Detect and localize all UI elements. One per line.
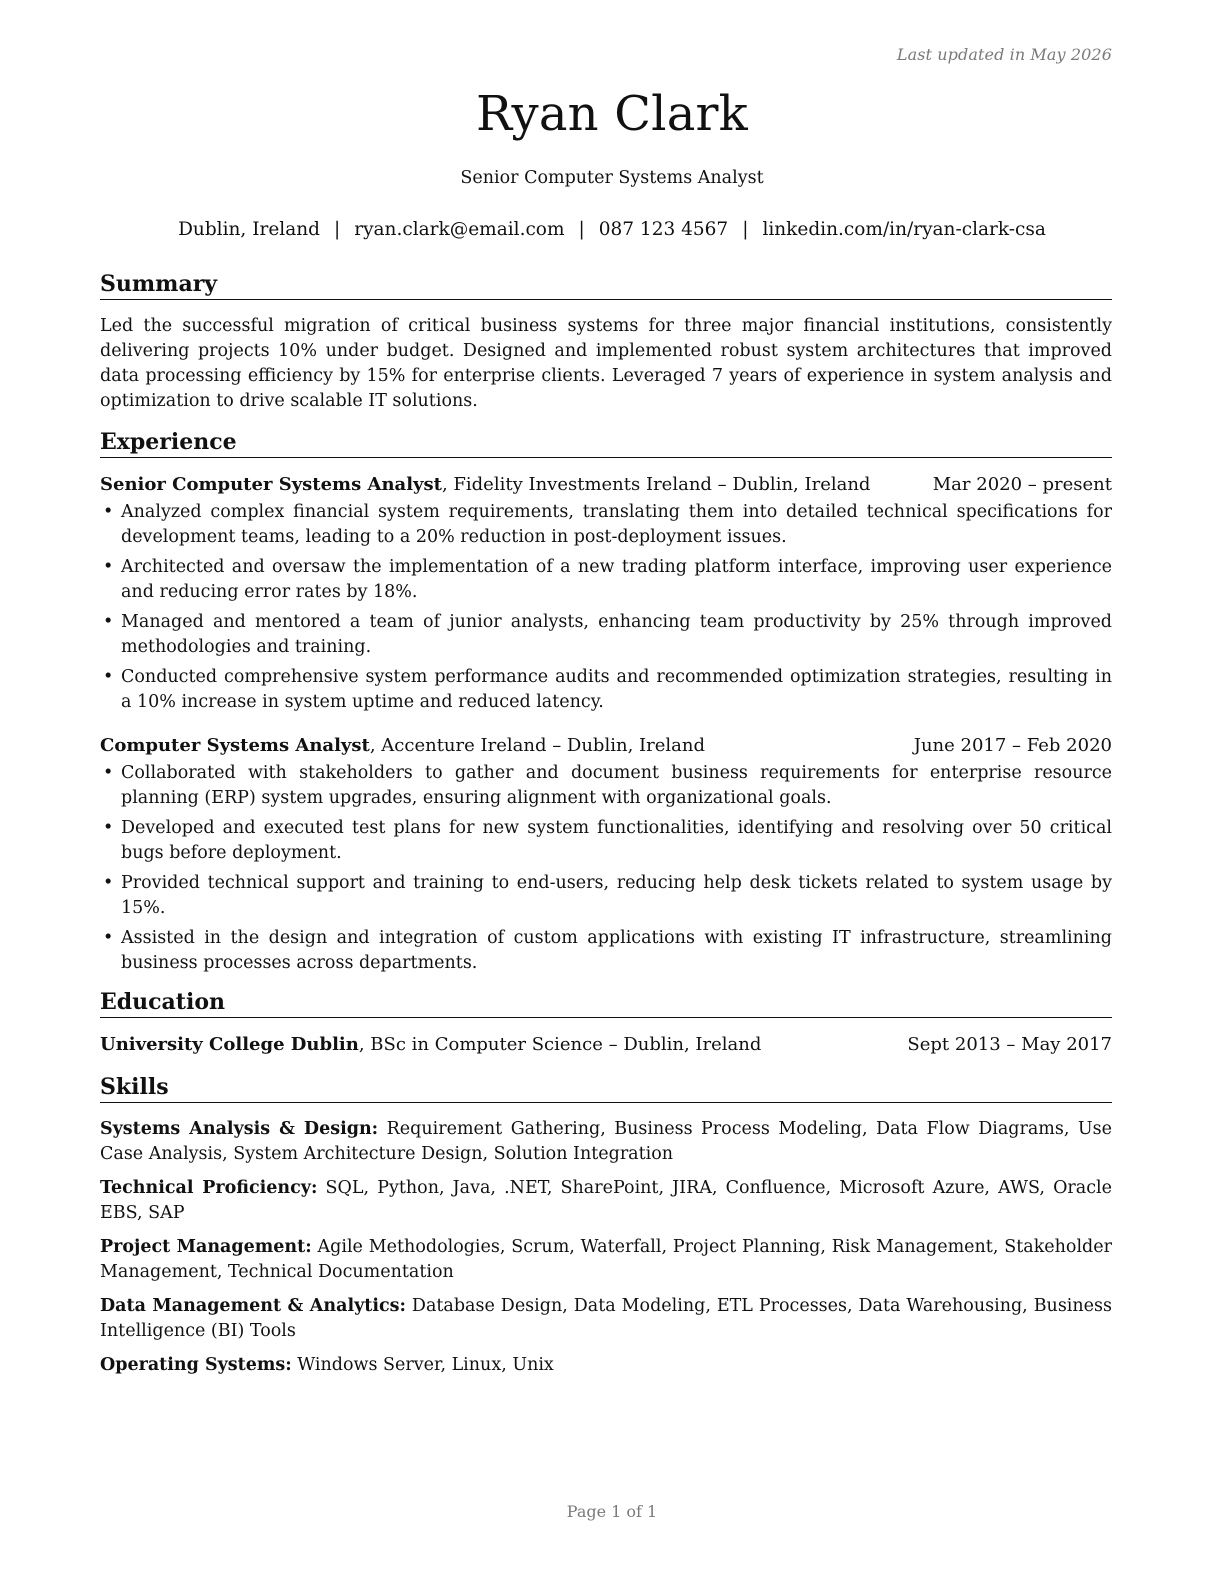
education-detail: , BSc in Computer Science – Dublin, Ireland bbox=[358, 1034, 762, 1055]
contact-location: Dublin, Ireland bbox=[178, 219, 320, 240]
job-entry bbox=[100, 472, 1112, 715]
bullet-glyph: • bbox=[103, 612, 114, 632]
skill-value: Database Design, Data Modeling, ETL Processes, Data Warehousing, Business Intelligence (BI) Tools bbox=[100, 1296, 1112, 1341]
skill-row bbox=[100, 1235, 1112, 1285]
bullet-text: Provided technical support and training to end-users, reducing help desk tickets related to system usage by 15%. bbox=[121, 873, 1112, 918]
page-number: Page 1 of 1 bbox=[566, 1502, 658, 1521]
job-bullet-list bbox=[100, 500, 1112, 715]
summary-text: Led the successful migration of critical business systems for three major financial institutions, consistently delivering projects 10% under budget. Designed and implemented robust system architectures that improved data processing efficiency by 15% for enterprise clients. Leveraged 7 years of experience in system analysis and optimization to drive scalable IT solutions. bbox=[100, 316, 1112, 411]
skill-row bbox=[100, 1117, 1112, 1167]
section-title-experience: Experience bbox=[100, 428, 1112, 458]
skill-value: SQL, Python, Java, .NET, SharePoint, JIRA, Confluence, Microsoft Azure, AWS, Oracle EBS, SAP bbox=[100, 1178, 1112, 1223]
skill-row bbox=[100, 1294, 1112, 1344]
job-dates: June 2017 – Feb 2020 bbox=[913, 735, 1112, 756]
job-title-line bbox=[100, 733, 705, 758]
list-item bbox=[100, 555, 1112, 605]
list-item bbox=[100, 871, 1112, 921]
bullet-text: Managed and mentored a team of junior analysts, enhancing team productivity by 25% through improved methodologies and training. bbox=[121, 612, 1112, 657]
job-header bbox=[100, 472, 1112, 497]
candidate-name: Ryan Clark bbox=[476, 86, 748, 142]
education-dates: Sept 2013 – May 2017 bbox=[907, 1034, 1112, 1055]
skill-label: Operating Systems: bbox=[100, 1355, 292, 1375]
contact-separator: | bbox=[578, 219, 585, 240]
skill-label: Data Management & Analytics: bbox=[100, 1296, 406, 1316]
contact-separator: | bbox=[742, 219, 749, 240]
list-item bbox=[100, 816, 1112, 866]
bullet-text: Developed and executed test plans for new system functionalities, identifying and resolving over 50 critical bugs before deployment. bbox=[121, 818, 1112, 863]
job-organization: , Accenture Ireland – Dublin, Ireland bbox=[369, 735, 705, 756]
list-item bbox=[100, 500, 1112, 550]
job-role: Senior Computer Systems Analyst bbox=[100, 474, 442, 495]
experience-section bbox=[100, 428, 1112, 976]
contact-email-link[interactable]: ryan.clark@email.com bbox=[354, 219, 565, 240]
list-item bbox=[100, 926, 1112, 976]
section-title-education: Education bbox=[100, 988, 1112, 1018]
bullet-text: Conducted comprehensive system performance audits and recommended optimization strategies, resulting in a 10% increase in system uptime and reduced latency. bbox=[121, 667, 1112, 712]
skills-list bbox=[100, 1117, 1112, 1378]
education-entry bbox=[100, 1032, 1112, 1057]
section-title-skills: Skills bbox=[100, 1073, 1112, 1103]
education-line bbox=[100, 1032, 761, 1057]
bullet-text: Analyzed complex financial system requirements, translating them into detailed technical specifications for development teams, leading to a 20% reduction in post-deployment issues. bbox=[121, 502, 1112, 547]
job-title-line bbox=[100, 472, 870, 497]
job-dates: Mar 2020 – present bbox=[932, 474, 1112, 495]
education-school: University College Dublin bbox=[100, 1034, 359, 1055]
bullet-glyph: • bbox=[103, 763, 114, 783]
bullet-text: Assisted in the design and integration of custom applications with existing IT infrastructure, streamlining business processes across departments. bbox=[121, 928, 1112, 973]
resume-body bbox=[100, 270, 1112, 1387]
skill-value: Requirement Gathering, Business Process Modeling, Data Flow Diagrams, Use Case Analysis, System Architecture Design, Solution Integration bbox=[100, 1119, 1112, 1164]
bullet-glyph: • bbox=[103, 873, 114, 893]
list-item bbox=[100, 610, 1112, 660]
summary-section bbox=[100, 270, 1112, 414]
skill-label: Technical Proficiency: bbox=[100, 1178, 318, 1198]
skill-row bbox=[100, 1353, 1112, 1378]
job-header bbox=[100, 733, 1112, 758]
bullet-text: Architected and oversaw the implementation of a new trading platform interface, improving user experience and reducing error rates by 18%. bbox=[121, 557, 1112, 602]
skills-section bbox=[100, 1073, 1112, 1378]
section-title-summary: Summary bbox=[100, 270, 1112, 300]
job-organization: , Fidelity Investments Ireland – Dublin, Ireland bbox=[441, 474, 871, 495]
contact-separator: | bbox=[334, 219, 341, 240]
list-item bbox=[100, 761, 1112, 811]
job-role: Computer Systems Analyst bbox=[100, 735, 370, 756]
education-section bbox=[100, 988, 1112, 1057]
skill-label: Systems Analysis & Design: bbox=[100, 1119, 379, 1139]
bullet-glyph: • bbox=[103, 667, 114, 687]
bullet-glyph: • bbox=[103, 818, 114, 838]
candidate-headline: Senior Computer Systems Analyst bbox=[460, 168, 764, 188]
bullet-glyph: • bbox=[103, 557, 114, 577]
skill-value: Agile Methodologies, Scrum, Waterfall, Project Planning, Risk Management, Stakeholder Management, Technical Documentation bbox=[100, 1237, 1112, 1282]
contact-line bbox=[0, 219, 1224, 240]
contact-phone: 087 123 4567 bbox=[598, 219, 729, 240]
bullet-glyph: • bbox=[103, 928, 114, 948]
skill-value: Windows Server, Linux, Unix bbox=[291, 1355, 554, 1375]
contact-linkedin-link[interactable]: linkedin.com/in/ryan-clark-csa bbox=[762, 219, 1046, 240]
skill-row bbox=[100, 1176, 1112, 1226]
skill-label: Project Management: bbox=[100, 1237, 312, 1257]
job-entry bbox=[100, 733, 1112, 976]
job-bullet-list bbox=[100, 761, 1112, 976]
bullet-text: Collaborated with stakeholders to gather and document business requirements for enterprise resource planning (ERP) system upgrades, ensuring alignment with organizational goals. bbox=[121, 763, 1112, 808]
bullet-glyph: • bbox=[103, 502, 114, 522]
list-item bbox=[100, 665, 1112, 715]
last-updated-note: Last updated in May 2026 bbox=[896, 45, 1112, 64]
